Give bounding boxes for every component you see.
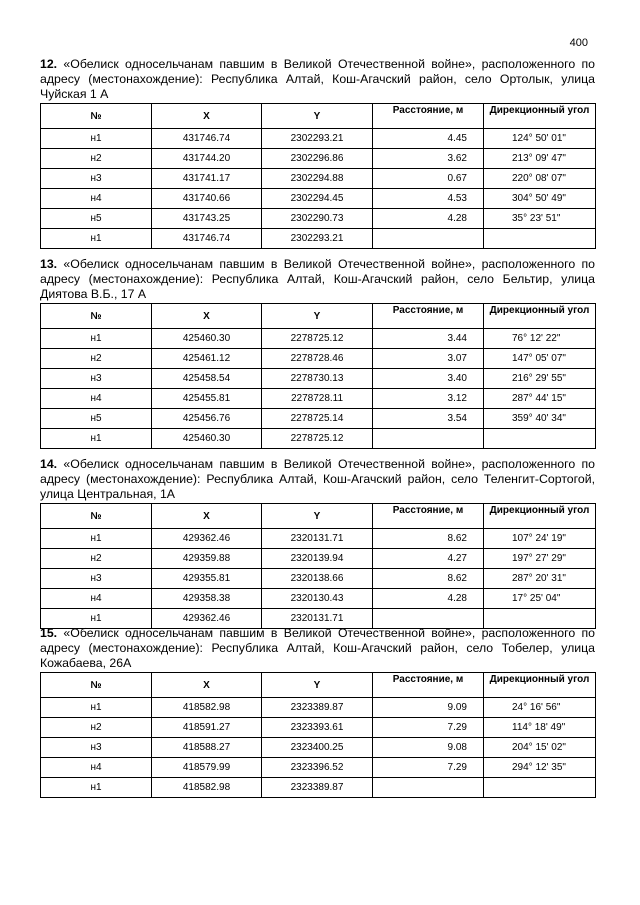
- cell-x: 425458.54: [152, 369, 262, 389]
- header-x: X: [152, 304, 262, 329]
- cell-x: 418582.98: [152, 778, 262, 798]
- cell-y: 2302294.88: [262, 169, 373, 189]
- table-row: [41, 169, 596, 189]
- cell-y: 2278725.12: [262, 329, 373, 349]
- header-direction: Дирекционный угол: [484, 304, 596, 329]
- cell-angle: 35° 23' 51": [484, 209, 596, 229]
- cell-x: 429362.46: [152, 609, 262, 629]
- cell-point: н4: [41, 189, 152, 209]
- cell-x: 425460.30: [152, 429, 262, 449]
- cell-point: н4: [41, 589, 152, 609]
- section-heading: [40, 457, 595, 502]
- header-y: Y: [262, 304, 373, 329]
- cell-point: н1: [41, 778, 152, 798]
- section-text: «Обелиск односельчанам павшим в Великой Отечественной войне», расположенного по адресу (местонахождение): Республика Алтай, Кош-Агачский район, село Ортолык, улица Чуйская 1 А: [40, 57, 595, 101]
- cell-y: 2302290.73: [262, 209, 373, 229]
- cell-y: 2302296.86: [262, 149, 373, 169]
- table-header-row: [41, 304, 596, 329]
- cell-angle: [484, 778, 596, 798]
- cell-y: 2302293.21: [262, 229, 373, 249]
- section-number: 14.: [40, 457, 58, 471]
- header-y: Y: [262, 673, 373, 698]
- cell-distance: 3.62: [373, 149, 484, 169]
- cell-distance: 4.28: [373, 589, 484, 609]
- cell-y: 2278725.12: [262, 429, 373, 449]
- cell-angle: [484, 429, 596, 449]
- cell-point: н1: [41, 329, 152, 349]
- header-direction: Дирекционный угол: [484, 104, 596, 129]
- cell-y: 2323389.87: [262, 698, 373, 718]
- cell-x: 418588.27: [152, 738, 262, 758]
- cell-x: 431741.17: [152, 169, 262, 189]
- table-header-row: [41, 504, 596, 529]
- cell-angle: 147° 05' 07": [484, 349, 596, 369]
- header-num: №: [41, 673, 152, 698]
- cell-distance: [373, 429, 484, 449]
- cell-angle: 114° 18' 49": [484, 718, 596, 738]
- section-heading: [40, 257, 595, 302]
- cell-angle: 216° 29' 55": [484, 369, 596, 389]
- cell-y: 2323389.87: [262, 778, 373, 798]
- cell-y: 2278728.46: [262, 349, 373, 369]
- cell-angle: 124° 50' 01": [484, 129, 596, 149]
- cell-point: н2: [41, 349, 152, 369]
- table-row: [41, 778, 596, 798]
- coordinates-table: [40, 672, 596, 798]
- cell-y: 2302294.45: [262, 189, 373, 209]
- section-text: «Обелиск односельчанам павшим в Великой Отечественной войне», расположенного по адресу (местонахождение): Республика Алтай, Кош-Агачский район, село Бельтир, улица Диятова В.Б., 17 А: [40, 257, 595, 301]
- table-row: [41, 738, 596, 758]
- cell-y: 2278728.11: [262, 389, 373, 409]
- table-row: [41, 698, 596, 718]
- cell-y: 2323396.52: [262, 758, 373, 778]
- table-row: [41, 549, 596, 569]
- cell-angle: 287° 20' 31": [484, 569, 596, 589]
- cell-angle: 304° 50' 49": [484, 189, 596, 209]
- header-direction: Дирекционный угол: [484, 504, 596, 529]
- table-header-row: [41, 673, 596, 698]
- cell-y: 2320130.43: [262, 589, 373, 609]
- cell-point: н1: [41, 529, 152, 549]
- cell-x: 429358.38: [152, 589, 262, 609]
- cell-angle: 359° 40' 34": [484, 409, 596, 429]
- cell-y: 2320139.94: [262, 549, 373, 569]
- cell-point: н3: [41, 369, 152, 389]
- table-row: [41, 149, 596, 169]
- cell-angle: 76° 12' 22": [484, 329, 596, 349]
- cell-point: н1: [41, 129, 152, 149]
- cell-distance: 0.67: [373, 169, 484, 189]
- cell-angle: 213° 09' 47": [484, 149, 596, 169]
- cell-angle: 220° 08' 07": [484, 169, 596, 189]
- cell-point: н4: [41, 389, 152, 409]
- cell-point: н4: [41, 758, 152, 778]
- section-text: «Обелиск односельчанам павшим в Великой Отечественной войне», расположенного по адресу (местонахождение): Республика Алтай, Кош-Агачский район, село Тобелер, улица Кожабаева, 26А: [40, 626, 595, 670]
- header-num: №: [41, 304, 152, 329]
- coordinates-table: [40, 103, 596, 249]
- cell-distance: 3.54: [373, 409, 484, 429]
- cell-y: 2278730.13: [262, 369, 373, 389]
- cell-angle: 294° 12' 35": [484, 758, 596, 778]
- header-direction: Дирекционный угол: [484, 673, 596, 698]
- page-number: 400: [569, 37, 588, 49]
- cell-distance: 4.27: [373, 549, 484, 569]
- cell-x: 425455.81: [152, 389, 262, 409]
- cell-angle: 24° 16' 56": [484, 698, 596, 718]
- header-distance: Расстояние, м: [373, 304, 484, 329]
- cell-angle: [484, 229, 596, 249]
- table-row: [41, 589, 596, 609]
- table-row: [41, 209, 596, 229]
- cell-distance: 8.62: [373, 569, 484, 589]
- cell-distance: 9.08: [373, 738, 484, 758]
- cell-point: н1: [41, 429, 152, 449]
- cell-angle: 107° 24' 19": [484, 529, 596, 549]
- header-x: X: [152, 104, 262, 129]
- section-number: 15.: [40, 626, 58, 640]
- cell-x: 425456.76: [152, 409, 262, 429]
- cell-x: 418591.27: [152, 718, 262, 738]
- header-num: №: [41, 104, 152, 129]
- cell-point: н5: [41, 409, 152, 429]
- cell-distance: 4.45: [373, 129, 484, 149]
- cell-point: н5: [41, 209, 152, 229]
- section-12: [40, 57, 595, 249]
- cell-x: 431746.74: [152, 229, 262, 249]
- cell-x: 429359.88: [152, 549, 262, 569]
- table-row: [41, 529, 596, 549]
- cell-angle: 287° 44' 15": [484, 389, 596, 409]
- cell-distance: [373, 778, 484, 798]
- cell-y: 2323400.25: [262, 738, 373, 758]
- cell-angle: 17° 25' 04": [484, 589, 596, 609]
- cell-x: 431744.20: [152, 149, 262, 169]
- section-number: 13.: [40, 257, 58, 271]
- table-row: [41, 229, 596, 249]
- cell-distance: [373, 229, 484, 249]
- header-y: Y: [262, 504, 373, 529]
- table-row: [41, 429, 596, 449]
- table-row: [41, 369, 596, 389]
- cell-point: н2: [41, 149, 152, 169]
- cell-point: н2: [41, 718, 152, 738]
- cell-point: н2: [41, 549, 152, 569]
- header-y: Y: [262, 104, 373, 129]
- cell-y: 2320131.71: [262, 609, 373, 629]
- cell-x: 429355.81: [152, 569, 262, 589]
- cell-angle: 204° 15' 02": [484, 738, 596, 758]
- cell-point: н1: [41, 229, 152, 249]
- cell-distance: 7.29: [373, 718, 484, 738]
- table-row: [41, 718, 596, 738]
- cell-x: 429362.46: [152, 529, 262, 549]
- table-row: [41, 129, 596, 149]
- section-number: 12.: [40, 57, 58, 71]
- coordinates-table: [40, 503, 596, 629]
- header-distance: Расстояние, м: [373, 104, 484, 129]
- table-header-row: [41, 104, 596, 129]
- section-15: [40, 626, 595, 798]
- cell-point: н3: [41, 169, 152, 189]
- cell-distance: 7.29: [373, 758, 484, 778]
- cell-x: 418579.99: [152, 758, 262, 778]
- cell-x: 431740.66: [152, 189, 262, 209]
- cell-y: 2278725.14: [262, 409, 373, 429]
- header-x: X: [152, 504, 262, 529]
- table-row: [41, 389, 596, 409]
- cell-x: 431743.25: [152, 209, 262, 229]
- section-14: [40, 457, 595, 629]
- table-row: [41, 569, 596, 589]
- cell-x: 425461.12: [152, 349, 262, 369]
- cell-distance: 3.40: [373, 369, 484, 389]
- cell-distance: 4.53: [373, 189, 484, 209]
- cell-distance: 8.62: [373, 529, 484, 549]
- table-row: [41, 409, 596, 429]
- section-heading: [40, 57, 595, 102]
- cell-y: 2323393.61: [262, 718, 373, 738]
- cell-distance: 3.44: [373, 329, 484, 349]
- header-distance: Расстояние, м: [373, 504, 484, 529]
- cell-x: 425460.30: [152, 329, 262, 349]
- cell-y: 2302293.21: [262, 129, 373, 149]
- header-distance: Расстояние, м: [373, 673, 484, 698]
- cell-distance: 3.07: [373, 349, 484, 369]
- cell-y: 2320138.66: [262, 569, 373, 589]
- cell-distance: 3.12: [373, 389, 484, 409]
- table-row: [41, 329, 596, 349]
- cell-distance: 9.09: [373, 698, 484, 718]
- cell-x: 418582.98: [152, 698, 262, 718]
- cell-angle: 197° 27' 29": [484, 549, 596, 569]
- section-heading: [40, 626, 595, 671]
- cell-point: н3: [41, 738, 152, 758]
- table-row: [41, 189, 596, 209]
- cell-x: 431746.74: [152, 129, 262, 149]
- cell-point: н1: [41, 609, 152, 629]
- coordinates-table: [40, 303, 596, 449]
- cell-distance: 4.28: [373, 209, 484, 229]
- table-row: [41, 349, 596, 369]
- header-x: X: [152, 673, 262, 698]
- section-text: «Обелиск односельчанам павшим в Великой Отечественной войне», расположенного по адресу (местонахождение): Республика Алтай, Кош-Агачский район, село Теленгит-Сортогой, улица Центральная, 1А: [40, 457, 595, 501]
- cell-y: 2320131.71: [262, 529, 373, 549]
- table-row: [41, 758, 596, 778]
- header-num: №: [41, 504, 152, 529]
- cell-point: н1: [41, 698, 152, 718]
- cell-point: н3: [41, 569, 152, 589]
- section-13: [40, 257, 595, 449]
